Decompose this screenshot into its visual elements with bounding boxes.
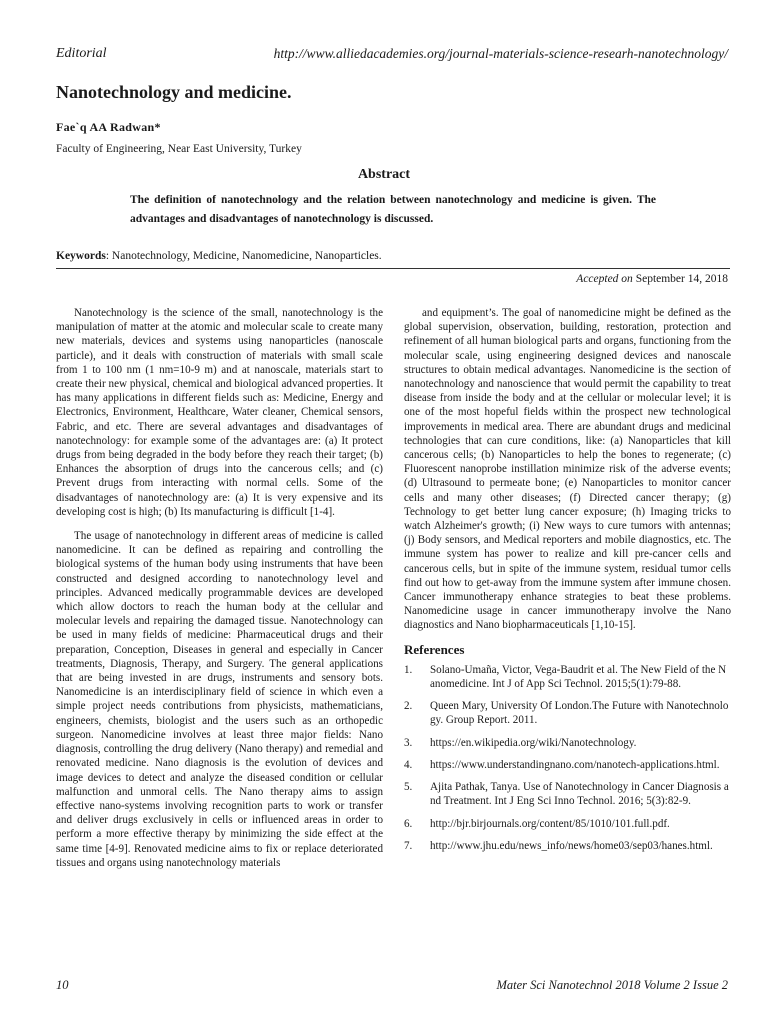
keywords-label: Keywords <box>56 250 106 262</box>
keywords-list: : Nanotechnology, Medicine, Nanomedicine, Nanoparticles. <box>105 250 382 262</box>
journal-url[interactable]: http://www.alliedacademies.org/journal-materials-science-researh-nanotechnology/ <box>273 46 728 61</box>
reference-number: 3. <box>404 736 413 749</box>
body-column-left <box>56 306 383 880</box>
reference-item[interactable] <box>404 758 731 772</box>
reference-item <box>404 663 731 691</box>
reference-number: 6. <box>404 817 413 830</box>
body-paragraph-1: Nanotechnology is the science of the small, nanotechnology is the manipulation of matter at the atomic and molecular scale to create many new materials, devices and systems using nanoparticles (nanoscale particle), and it deals with construction of materials with small scale from 1 to 100 nm (1 nm=10-9 m) and at nanoscale, materials start to create their new physical, chemical and biological advanced properties. It has many applications in different fields such as: Medicine, Energy and Electronics, Environment, Healthcare, Water cleaner, Chemical sensors, Fabric, and etc. There are several advantages and disadvantages of nanotechnology: for example some of the advantages are: (a) It protect drugs from being degraded in the body before they reach their target; (b) Enhances the absorption of drugs into the cancerous cells; and (c) Prevent drugs from interacting with normal cells. Some of the disadvantages of nanotechnology are: (a) It is very expensive and its developing cost is high; (b) Its manufacturing is difficult [1-4]. <box>56 307 383 518</box>
accepted-date: September 14, 2018 <box>635 273 728 285</box>
author-affiliation: Faculty of Engineering, Near East University, Turkey <box>56 143 302 155</box>
reference-item[interactable] <box>404 817 731 831</box>
references-list <box>404 663 731 853</box>
reference-number: 1. <box>404 663 413 676</box>
reference-text: Ajita Pathak, Tanya. Use of Nanotechnology in Cancer Diagnosis and Treatment. Int J Eng Sci Inno Technol. 2016; 5(3):82-9. <box>430 781 729 808</box>
reference-number: 5. <box>404 781 413 794</box>
abstract-heading: Abstract <box>357 167 411 182</box>
reference-number: 2. <box>404 700 413 713</box>
accepted-label: Accepted on <box>576 273 633 285</box>
body-column-right <box>404 306 731 861</box>
references-heading: References <box>404 641 465 657</box>
reference-text: Queen Mary, University Of London.The Future with Nanotechnology. Group Report. 2011. <box>430 700 729 727</box>
reference-item <box>404 780 731 808</box>
journal-section-label: Editorial <box>56 46 107 61</box>
body-paragraph-3: and equipment’s. The goal of nanomedicine might be defined as the global supervision, observation, building, restoration, protection and refinement of all human biological parts and organs, functioning from the molecular scale, using engineering designed devices and nanoscale structures to obtain medical advantages. Nanomedicine is the section of nanotechnology and nanoscience that would permit the capability to treat disease from inside the body and at the cellular or molecular level; it is one of the most hopeful fields within the prospect new technological improvements in medical area. There are abundant drugs and medicinal technologies that can cure conditions, like: (a) Nanoparticles that kill cancerous cells; (b) Nanoparticles to help the bones to regenerate; (c) Fluorescent nanoprobe instillation minimize risk of the adverse events; (d) Ultrasound to permeate bone; (e) Nanoparticles to monitor cancer cells and many other diseases; (f) Directed cancer therapy; (g) Technology to get better lung cancer exposure; (h) Imaging tricks to watch Alzheimer's growth; (i) New ways to cure tumors with antennas; (j) Body sensors, and Medical reporters and mobile diagnostics, etc. The immune system has power to realize and kill pre-cancer cells and cancerous cells, but in spite of the immune system, residual tumor cells find out how to get-away from the immune system after immune chosen. Cancer immunotherapy enhance strategies to beat these problems. Nanomedicine usage in cancer immunotherapy involve the Nano diagnostics and Nano biopharmaceuticals [1,10-15]. <box>404 307 731 632</box>
body-paragraph-2: The usage of nanotechnology in different areas of medicine is called nanomedicine. It can be defined as repairing and controlling the biological systems of the human body using instruments that have been constructed and designed according to nanotechnology level and principles. Advanced medically programmable devices are developed which allow doctors to reach the human body at the cellular and molecular levels and repairing the damaged tissue. Nanotechnology can be used in many fields of medicine: Pharmaceutical drugs and their preparation, Conception, Diseases in general and especially in Cancer treatments, Diagnosis, Therapy, and Surgery. The general applications that are being invested in are drugs, instruments and sensory bots. Nanomedicine is an interdisciplinary field of science in which even a simple project needs contributions from physicists, mathematicians, engineers, chemists, biologist and the users such as an orthopedic surgeon. Nanomedicine involves at least three major fields: Nano diagnosis, controlling the drug delivery (Nano therapy) and remedial and renovated medicine. Nano diagnosis is the evolution of devices and image devices to detect and analyze the diseased condition or cellular malfunction and unmoral cells. The Nano therapy aims to assign effective nano-systems involving recognition parts to work or transfer and deliver drugs exclusively in cells or influenced areas in order to perform a more effective therapy by minimizing the side effect at the same time [4-9]. Renovated medicine aims to fix or replace deteriorated tissues and organs using nanotechnology materials <box>56 530 383 869</box>
reference-item <box>404 699 731 727</box>
reference-text: Solano-Umaña, Victor, Vega-Baudrit et al. The New Field of the Nanomedicine. Int J of App Sci Technol. 2015;5(1):79-88. <box>430 663 727 691</box>
journal-citation: Mater Sci Nanotechnol 2018 Volume 2 Issue 2 <box>496 978 728 992</box>
reference-link[interactable]: http://bjr.birjournals.org/content/85/1010/101.full.pdf. <box>430 817 670 830</box>
reference-link[interactable]: https://en.wikipedia.org/wiki/Nanotechnology. <box>430 736 637 749</box>
accepted-date-line <box>576 273 728 285</box>
reference-link[interactable]: https://www.understandingnano.com/nanotech-applications.html. <box>430 758 720 771</box>
reference-number: 4. <box>404 758 413 771</box>
keywords-line <box>56 250 730 269</box>
article-title: Nanotechnology and medicine. <box>56 82 292 102</box>
reference-item[interactable] <box>404 839 731 853</box>
reference-item[interactable] <box>404 736 731 750</box>
reference-link[interactable]: http://www.jhu.edu/news_info/news/home03/sep03/hanes.html. <box>430 839 713 852</box>
page-number: 10 <box>56 978 69 992</box>
abstract-text: The definition of nanotechnology and the relation between nanotechnology and medicine is given. The advantages and disadvantages of nanotechnology is discussed. <box>130 194 656 225</box>
reference-number: 7. <box>404 839 413 852</box>
article-author: Fae`q AA Radwan* <box>56 120 161 134</box>
